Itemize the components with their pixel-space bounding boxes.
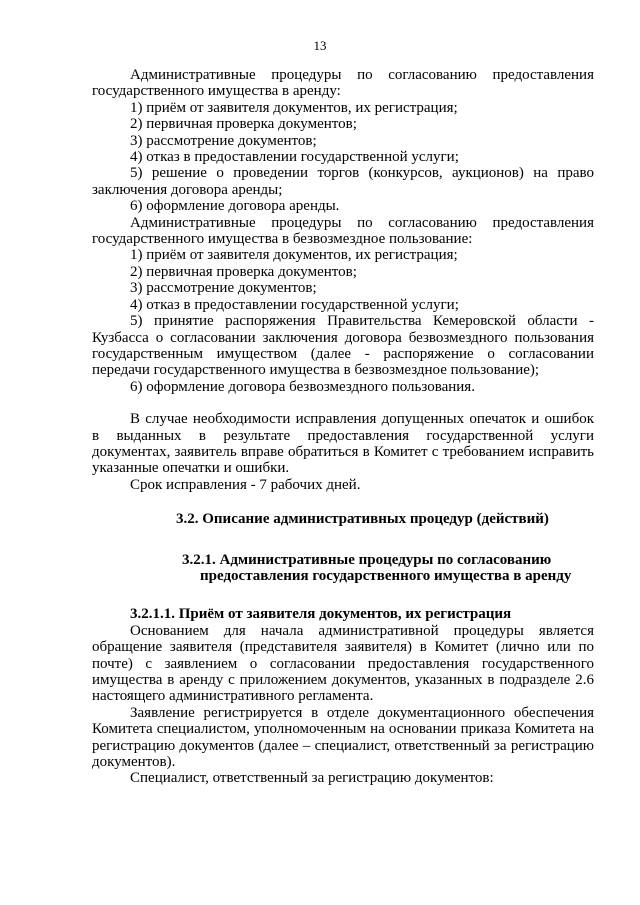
body-paragraph-1: Основанием для начала административной процедуры является обращение заявителя (представителя заявителя) в Комитет (лично или по почте) с заявлением о согласовании предоставления государственного имущества в аренду с приложением документов, указанных в подразделе 2.6 настоящего административного регламента.	[92, 622, 594, 705]
block2-intro: Административные процедуры по согласованию предоставления государственного имущества в безвозмездное пользование:	[92, 214, 594, 248]
block1-item-5: 5) решение о проведении торгов (конкурсов, аукционов) на право заключения договора аренды;	[92, 165, 594, 198]
heading-3-2-1: 3.2.1. Административные процедуры по согласованию предоставления государственного имущества в аренду	[182, 551, 572, 584]
errors-term: Срок исправления - 7 рабочих дней.	[130, 476, 361, 493]
block1-item-3: 3) рассмотрение документов;	[130, 132, 317, 149]
paragraph-gap	[92, 395, 594, 411]
document-body	[92, 67, 594, 787]
block1-item-1: 1) приём от заявителя документов, их регистрация;	[130, 99, 458, 116]
block2-item-2: 2) первичная проверка документов;	[130, 263, 357, 280]
block1-item-6: 6) оформление договора аренды.	[130, 198, 340, 215]
body-paragraph-2: Заявление регистрируется в отделе документационного обеспечения Комитета специалистом, уполномоченным на основании приказа Комитета на регистрацию документов (далее – специалист, ответственный за регистрацию документов).	[92, 704, 594, 771]
block1-item-2: 2) первичная проверка документов;	[130, 116, 357, 133]
block2-item-5: 5) принятие распоряжения Правительства Кемеровской области - Кузбасса о согласовании заключения договора безвозмездного пользования государственным имуществом (далее - распоряжение о согласовании передачи государственного имущества в безвозмездное пользование);	[92, 313, 594, 379]
page-number: 13	[313, 38, 327, 53]
body-paragraph-3: Специалист, ответственный за регистрацию документов:	[130, 770, 494, 787]
block2-item-6: 6) оформление договора безвозмездного пользования.	[130, 378, 475, 395]
block2-item-3: 3) рассмотрение документов;	[130, 280, 317, 297]
heading-3-2-1-1: 3.2.1.1. Приём от заявителя документов, их регистрация	[130, 606, 512, 623]
block1-item-4: 4) отказ в предоставлении государственной услуги;	[130, 149, 459, 166]
block2-item-1: 1) приём от заявителя документов, их регистрация;	[130, 247, 458, 264]
block2-item-4: 4) отказ в предоставлении государственной услуги;	[130, 296, 459, 313]
heading-3-2: 3.2. Описание административных процедур (действий)	[176, 511, 549, 528]
errors-paragraph: В случае необходимости исправления допущенных опечаток и ошибок в выданных в результате предоставления государственной услуги документах, заявитель вправе обратиться в Комитет с требованием исправить указанные опечатки и ошибки.	[92, 411, 594, 477]
block1-intro: Административные процедуры по согласованию предоставления государственного имущества в аренду:	[92, 67, 594, 100]
